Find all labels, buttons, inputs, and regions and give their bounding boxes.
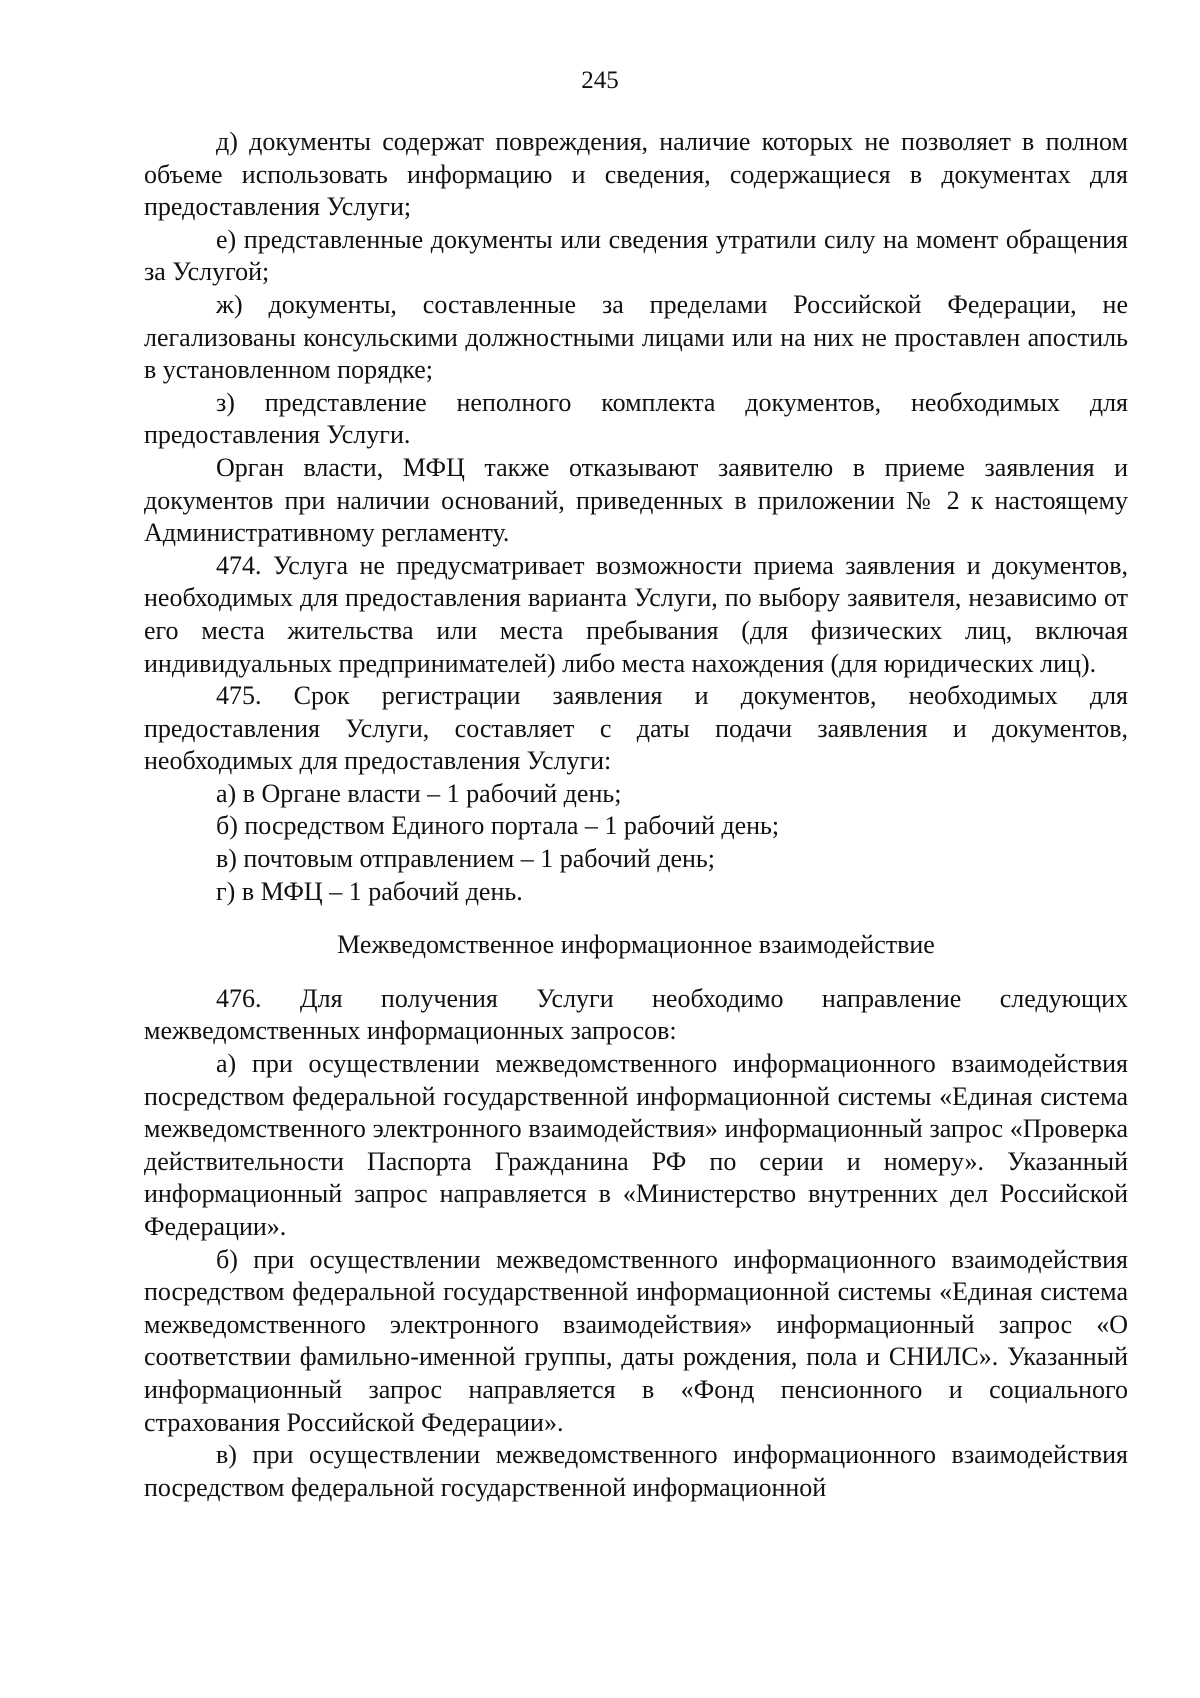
section-heading: Межведомственное информационное взаимодействие bbox=[337, 930, 935, 960]
paragraph-475-v: в) почтовым отправлением – 1 рабочий день; bbox=[216, 844, 715, 874]
paragraph-476: 476. Для получения Услуги необходимо направление следующих межведомственных информационных запросов: bbox=[144, 983, 1128, 1046]
paragraph-475-a: а) в Органе власти – 1 рабочий день; bbox=[216, 778, 622, 808]
paragraph-476-b: б) при осуществлении межведомственного информационного взаимодействия посредством федеральной государственной информационной системы «Единая система межведомственного электронного взаимодействия» информационный запрос «О соответствии фамильно-именной группы, даты рождения, пола и СНИЛС». Указанный информационный запрос направляется в «Фонд пенсионного и социального страхования Российской Федерации». bbox=[144, 1244, 1128, 1437]
paragraph-475-b: б) посредством Единого портала – 1 рабочий день; bbox=[216, 811, 780, 841]
paragraph-item-d: д) документы содержат повреждения, наличие которых не позволяет в полном объеме использовать информацию и сведения, содержащиеся в документах для предоставления Услуги; bbox=[144, 127, 1128, 222]
paragraph-475-g: г) в МФЦ – 1 рабочий день. bbox=[216, 876, 523, 906]
document-body bbox=[144, 126, 1128, 1504]
paragraph-474: 474. Услуга не предусматривает возможности приема заявления и документов, необходимых для предоставления варианта Услуги, по выбору заявителя, независимо от его места жительства или места пребывания (для физических лиц, включая индивидуальных предпринимателей) либо места нахождения (для юридических лиц). bbox=[144, 550, 1128, 678]
page-number: 245 bbox=[581, 67, 619, 94]
paragraph-item-z: з) представление неполного комплекта документов, необходимых для предоставления Услуги. bbox=[144, 387, 1128, 450]
paragraph-476-v: в) при осуществлении межведомственного информационного взаимодействия посредством федеральной государственной информационной bbox=[144, 1440, 1128, 1502]
paragraph-refusal-note: Орган власти, МФЦ также отказывают заявителю в приеме заявления и документов при наличии оснований, приведенных в приложении № 2 к настоящему Административному регламенту. bbox=[144, 452, 1128, 548]
paragraph-475: 475. Срок регистрации заявления и документов, необходимых для предоставления Услуги, составляет с даты подачи заявления и документов, необходимых для предоставления Услуги: bbox=[144, 681, 1128, 776]
paragraph-476-a: а) при осуществлении межведомственного информационного взаимодействия посредством федеральной государственной информационной системы «Единая система межведомственного электронного взаимодействия» информационный запрос «Проверка действительности Паспорта Гражданина РФ по серии и номеру». Указанный информационный запрос направляется в «Министерство внутренних дел Российской Федерации». bbox=[144, 1049, 1128, 1241]
paragraph-item-zh: ж) документы, составленные за пределами Российской Федерации, не легализованы консульскими должностными лицами или на них не проставлен апостиль в установленном порядке; bbox=[144, 289, 1128, 385]
paragraph-item-e: е) представленные документы или сведения утратили силу на момент обращения за Услугой; bbox=[144, 224, 1128, 287]
